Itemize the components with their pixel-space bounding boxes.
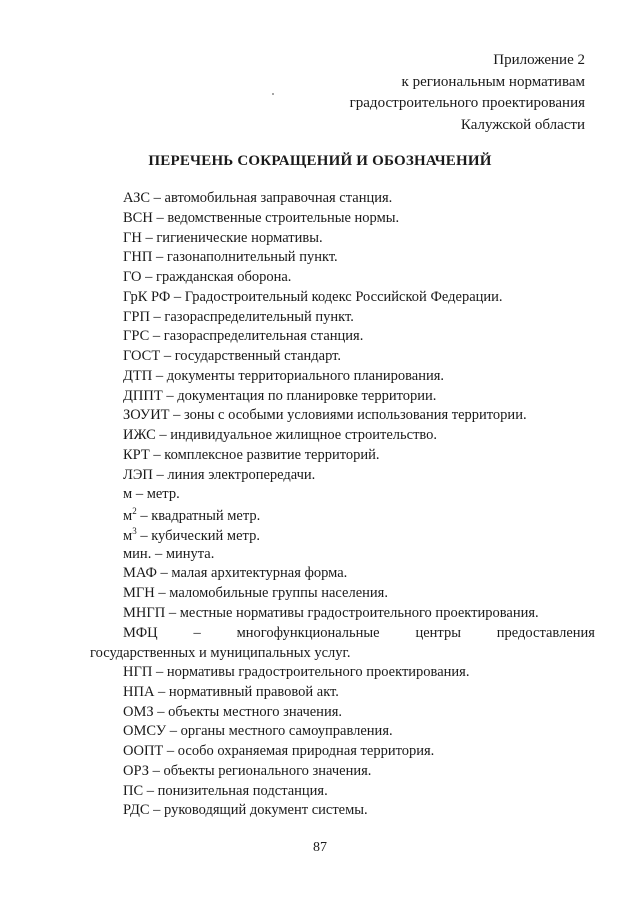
list-item xyxy=(0,585,640,602)
definition: нормативный правовой акт. xyxy=(168,683,339,700)
dash-separator: – xyxy=(193,624,201,641)
list-item xyxy=(0,723,640,740)
abbreviation: ДППТ xyxy=(123,387,163,404)
list-item xyxy=(0,289,640,306)
definition: метр. xyxy=(146,486,180,503)
definition: газораспределительный пункт. xyxy=(164,308,354,325)
dash-separator: – xyxy=(150,190,165,206)
definition: документы территориального планирования. xyxy=(166,367,445,384)
abbreviation: ОМСУ xyxy=(123,723,167,740)
abbreviation: МФЦ xyxy=(123,624,158,641)
appendix-header xyxy=(350,50,585,136)
abbreviation: МАФ xyxy=(123,565,157,582)
abbreviation: МГН xyxy=(123,585,155,601)
list-item xyxy=(0,210,640,227)
appendix-number: Приложение 2 xyxy=(493,52,585,68)
abbreviation: м xyxy=(123,507,133,524)
list-item xyxy=(0,467,640,484)
abbreviation: ОМЗ xyxy=(123,703,154,720)
abbreviation: ВСН xyxy=(123,209,153,226)
list-item xyxy=(0,783,640,800)
appendix-line-2: к региональным нормативам xyxy=(401,73,585,90)
definition: местные нормативы градостроительного проектирования. xyxy=(179,604,539,621)
dash-separator: – xyxy=(149,802,165,819)
dash-separator: – xyxy=(136,527,152,544)
definition-word: центры xyxy=(415,624,461,641)
abbreviation: АЗС xyxy=(123,190,151,206)
abbreviation: ОРЗ xyxy=(123,762,149,779)
definition: индивидуальное жилищное строительство. xyxy=(170,427,438,443)
abbreviation: м xyxy=(123,527,133,544)
page-number: 87 xyxy=(313,840,327,855)
definition-word: предоставления xyxy=(496,624,595,641)
abbreviation: РДС xyxy=(123,802,150,819)
abbreviation: ГОСТ xyxy=(123,348,161,364)
dash-separator: – xyxy=(143,782,158,799)
dash-separator: – xyxy=(162,387,178,404)
definition-word: многофункциональные xyxy=(236,624,380,641)
list-item xyxy=(0,407,640,424)
list-item xyxy=(0,309,640,326)
list-item xyxy=(0,763,640,780)
dash-separator: – xyxy=(170,288,185,305)
definition: комплексное развитие территорий. xyxy=(164,446,380,463)
dash-separator: – xyxy=(149,446,165,463)
abbreviation: ГО xyxy=(123,269,142,285)
dash-separator: – xyxy=(149,328,164,345)
abbreviation: КРТ xyxy=(123,446,150,463)
definition: объекты регионального значения. xyxy=(163,762,372,779)
definition: руководящий документ системы. xyxy=(164,802,368,819)
dash-separator: – xyxy=(141,269,156,285)
list-item xyxy=(0,249,640,266)
abbreviation: МНГП xyxy=(123,604,166,621)
definition: маломобильные группы населения. xyxy=(169,585,388,601)
dash-separator: – xyxy=(152,249,167,266)
list-item xyxy=(0,269,640,286)
scan-speck xyxy=(272,93,274,95)
dash-separator: – xyxy=(136,507,152,524)
list-item xyxy=(0,704,640,721)
abbreviation: ЛЭП xyxy=(123,466,153,483)
appendix-line-3: градостроительного проектирования xyxy=(349,95,585,111)
dash-separator: – xyxy=(152,367,167,384)
list-item xyxy=(0,368,640,385)
superscript: 3 xyxy=(132,525,137,536)
definition: понизительная подстанция. xyxy=(157,782,328,799)
definition: органы местного самоуправления. xyxy=(180,723,393,740)
definition: гражданская оборона. xyxy=(156,269,292,285)
dash-separator: – xyxy=(154,683,169,700)
abbreviation: ГН xyxy=(123,229,142,246)
abbreviation: м xyxy=(123,486,133,503)
list-item xyxy=(0,664,640,681)
definition: особо охраняемая природная территория. xyxy=(177,743,435,759)
abbreviation: ИЖС xyxy=(123,427,156,443)
dash-separator: – xyxy=(152,209,168,226)
definition: Градостроительный кодекс Российской Федерации. xyxy=(184,288,503,305)
list-item xyxy=(0,427,640,444)
abbreviation: ДТП xyxy=(123,367,153,384)
definition: зоны с особыми условиями использования территории. xyxy=(184,407,527,424)
abbreviation: ГРС xyxy=(123,328,150,345)
list-item xyxy=(0,506,640,525)
abbreviation: НГП xyxy=(123,664,153,680)
list-item xyxy=(0,565,640,582)
list-item xyxy=(0,190,640,207)
dash-separator: – xyxy=(154,585,170,601)
list-item xyxy=(0,802,640,819)
dash-separator: – xyxy=(148,762,164,779)
definition: линия электропередачи. xyxy=(167,466,316,483)
definition-continuation: государственных и муниципальных услуг. xyxy=(90,645,351,662)
dash-separator: – xyxy=(141,229,157,246)
definition: минута. xyxy=(165,545,215,562)
dash-separator: – xyxy=(153,703,169,720)
list-item xyxy=(0,486,640,503)
abbreviation: ЗОУИТ xyxy=(123,407,170,424)
list-item xyxy=(0,684,640,701)
definition: гигиенические нормативы. xyxy=(156,229,323,246)
definition: нормативы градостроительного проектирования. xyxy=(166,664,470,680)
list-item xyxy=(0,605,640,622)
definition: квадратный метр. xyxy=(151,507,261,524)
list-item xyxy=(0,230,640,247)
abbreviation: ГрК РФ xyxy=(123,288,171,305)
abbreviation: ГНП xyxy=(123,249,153,266)
dash-separator: – xyxy=(152,664,167,680)
definition: газонаполнительный пункт. xyxy=(166,249,338,266)
definition: автомобильная заправочная станция. xyxy=(164,190,393,206)
list-item xyxy=(0,447,640,464)
dash-separator: – xyxy=(169,407,185,424)
abbreviation: НПА xyxy=(123,683,155,700)
list-item xyxy=(0,348,640,365)
list-item xyxy=(0,328,640,345)
dash-separator: – xyxy=(163,743,178,759)
dash-separator: – xyxy=(160,348,175,364)
definition: газораспределительная станция. xyxy=(163,328,364,345)
abbreviation: ГРП xyxy=(123,308,150,325)
definition: объекты местного значения. xyxy=(168,703,342,720)
dash-separator: – xyxy=(152,466,168,483)
dash-separator: – xyxy=(132,486,147,503)
list-item xyxy=(0,388,640,405)
definition: государственный стандарт. xyxy=(174,348,342,364)
appendix-line-4: Калужской области xyxy=(460,116,585,133)
abbreviation: мин. xyxy=(123,545,152,562)
list-item xyxy=(0,526,640,545)
dash-separator: – xyxy=(156,565,172,582)
abbreviation: ООПТ xyxy=(123,743,164,759)
definition: документация по планировке территории. xyxy=(177,387,437,404)
dash-separator: – xyxy=(165,604,180,621)
dash-separator: – xyxy=(166,723,181,740)
superscript: 2 xyxy=(132,506,137,516)
dash-separator: – xyxy=(149,308,165,325)
list-item xyxy=(0,546,640,563)
dash-separator: – xyxy=(155,427,171,443)
page-title: ПЕРЕЧЕНЬ СОКРАЩЕНИЙ И ОБОЗНАЧЕНИЙ xyxy=(148,153,492,169)
dash-separator: – xyxy=(151,545,166,562)
abbreviation: ПС xyxy=(123,782,144,799)
list-item xyxy=(0,743,640,760)
definition: кубический метр. xyxy=(151,527,260,544)
definition: ведомственные строительные нормы. xyxy=(167,209,400,226)
definition: малая архитектурная форма. xyxy=(171,565,348,582)
